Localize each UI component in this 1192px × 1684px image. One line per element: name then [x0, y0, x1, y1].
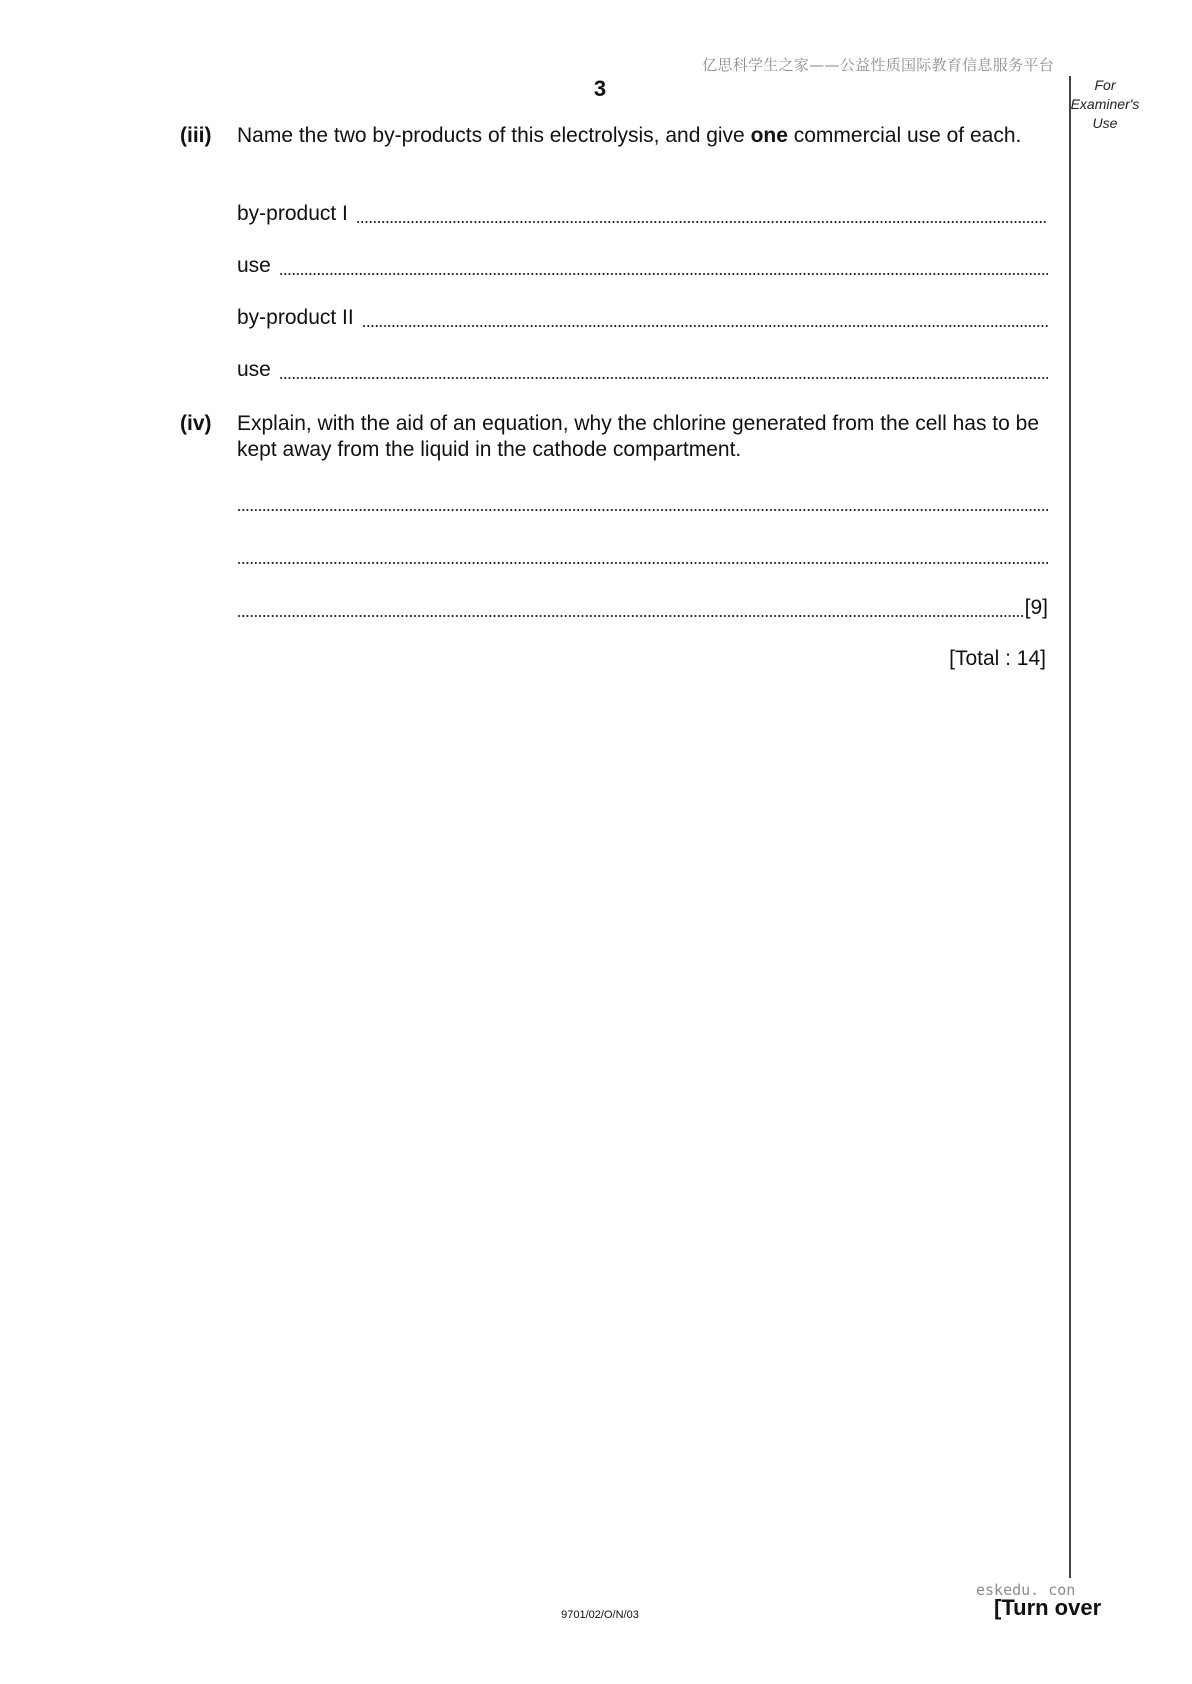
turn-over-label: [Turn over — [994, 1595, 1102, 1620]
dotted-answer-space — [279, 256, 1048, 276]
question-iii-text-bold: one — [750, 124, 788, 147]
question-iii-text-start: Name the two by-products of this electrolysis, and give — [237, 124, 751, 147]
dotted-answer-space — [237, 492, 1048, 512]
answer-line-iv-3[interactable] — [237, 594, 1048, 622]
examiner-label-line-3: Use — [1092, 115, 1118, 131]
examiner-label-line-2: Examiner's — [1070, 96, 1140, 112]
answer-line-label: by-product I — [237, 202, 348, 225]
dotted-answer-space — [356, 204, 1048, 224]
mark-allocation: [9] — [1024, 596, 1048, 619]
question-iv-text: Explain, with the aid of an equation, why the chlorine generated from the cell has to be kept away from the liquid in the cathode compartment. — [237, 412, 1039, 461]
question-iii-text — [237, 123, 1048, 149]
examiner-label-line-1: For — [1094, 77, 1116, 93]
answer-line-iv-1[interactable] — [237, 488, 1048, 516]
answer-line-label: use — [237, 254, 271, 277]
dotted-answer-space — [279, 360, 1048, 380]
answer-line-label: by-product II — [237, 306, 354, 329]
dotted-answer-space — [237, 598, 1024, 618]
dotted-answer-space — [362, 308, 1048, 328]
answer-line-iv-2[interactable] — [237, 541, 1048, 569]
answer-line-by-product-1[interactable] — [237, 200, 1048, 228]
footer-paper-code: 9701/02/O/N/03 — [561, 1609, 639, 1621]
question-iii-text-end: commercial use of each. — [787, 124, 1022, 147]
examiner-margin-rule — [1069, 76, 1071, 1578]
header-watermark: 亿思科学生之家——公益性质国际教育信息服务平台 — [702, 56, 1054, 74]
question-iv-label: (iv) — [180, 412, 212, 435]
dotted-answer-space — [237, 545, 1048, 565]
footer-watermark: eskedu. con — [976, 1581, 1076, 1599]
total-marks: [Total : 14] — [949, 647, 1046, 670]
question-iii-label: (iii) — [180, 124, 212, 147]
answer-line-by-product-2[interactable] — [237, 304, 1048, 332]
answer-line-use-2[interactable] — [237, 356, 1048, 384]
answer-line-use-1[interactable] — [237, 252, 1048, 280]
answer-line-label: use — [237, 358, 271, 381]
page-number: 3 — [593, 76, 607, 101]
examiner-use-label — [1060, 76, 1150, 133]
